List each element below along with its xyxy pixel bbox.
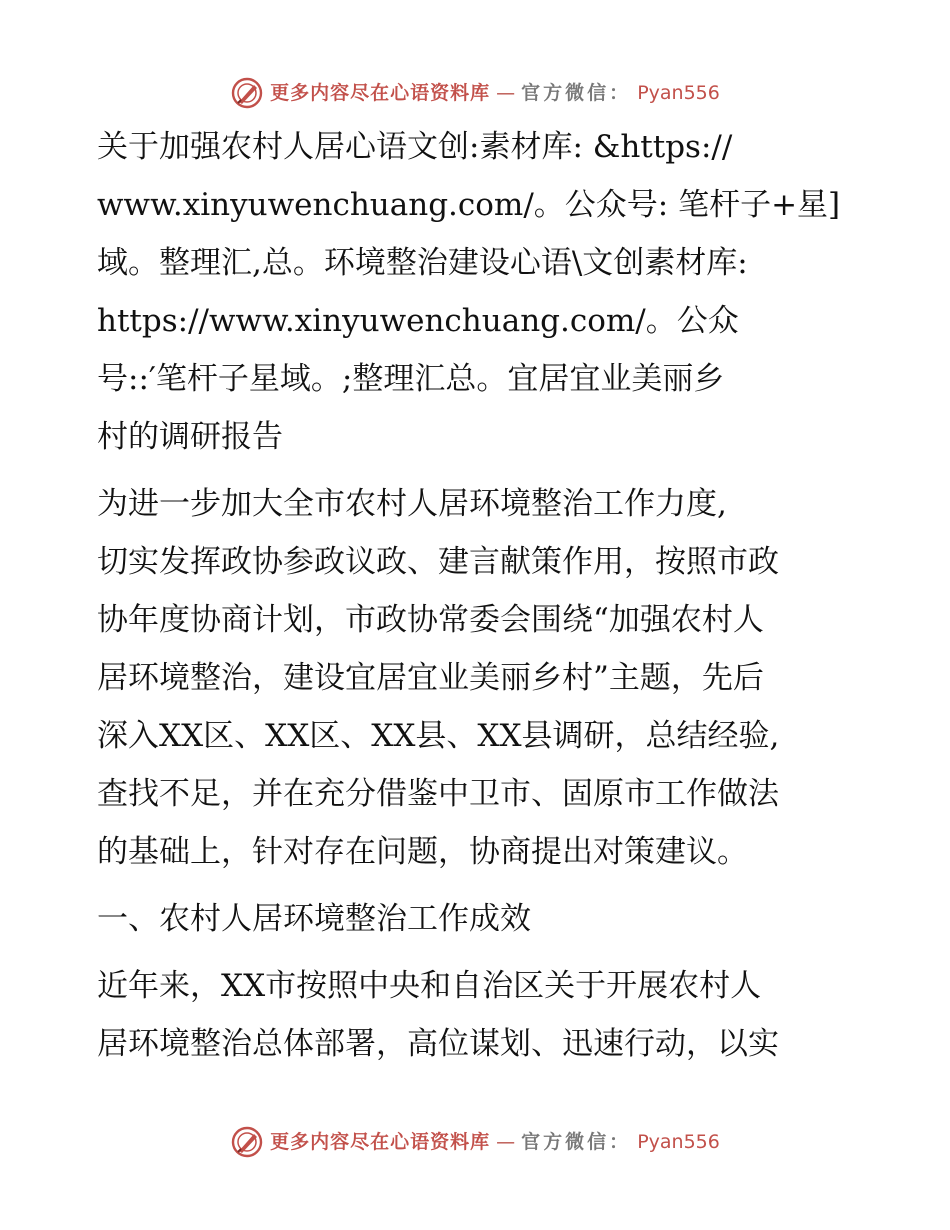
quill-pen-logo-icon (230, 76, 264, 110)
quill-pen-logo-icon (230, 1125, 264, 1159)
section-line: 近年来，XX市按照中央和自治区关于开展农村人 (97, 968, 762, 1004)
intro-line: 为进一步加大全市农村人居环境整治工作力度, (97, 486, 727, 522)
watermark-text: 更多内容尽在心语资料库 (270, 1130, 491, 1153)
section-heading: 一、农村人居环境整治工作成效 (97, 901, 531, 937)
title-line: https://www.xinyuwenchuang.com/。公众 (97, 303, 739, 339)
title-line: www.xinyuwenchuang.com/。公众号: 笔杆子+星] (97, 187, 841, 223)
intro-line: 居环境整治，建设宜居宜业美丽乡村”主题，先后 (97, 660, 764, 696)
watermark-wechat-id: Pyan556 (637, 1130, 720, 1153)
section-paragraph (97, 957, 857, 1073)
intro-line: 的基础上，针对存在问题，协商提出对策建议。 (97, 834, 748, 870)
intro-line: 深入XX区、XX区、XX县、XX县调研，总结经验, (97, 718, 780, 754)
watermark-wechat-id: Pyan556 (637, 81, 720, 104)
title-line: 域。整理汇,总。环境整治建设心语\文创素材库: (97, 245, 748, 281)
document-title (97, 118, 857, 466)
intro-paragraph (97, 475, 857, 881)
intro-line: 切实发挥政协参政议政、建言献策作用，按照市政 (97, 544, 779, 580)
section-line: 居环境整治总体部署，高位谋划、迅速行动，以实 (97, 1026, 779, 1062)
document-body (97, 118, 857, 1073)
title-line: 号::′笔杆子星域。;整理汇总。宜居宜业美丽乡 (97, 361, 725, 397)
watermark-dash: — (496, 1130, 516, 1153)
watermark-wechat-label: 官方微信： (521, 1130, 632, 1153)
title-line: 关于加强农村人居心语文创:素材库: &https:// (97, 129, 733, 165)
watermark-footer (0, 1125, 950, 1159)
watermark-dash: — (496, 81, 516, 104)
watermark-text: 更多内容尽在心语资料库 (270, 81, 491, 104)
watermark-wechat-label: 官方微信： (521, 81, 632, 104)
watermark-header (0, 76, 950, 110)
intro-line: 查找不足，并在充分借鉴中卫市、固原市工作做法 (97, 776, 779, 812)
intro-line: 协年度协商计划，市政协常委会围绕“加强农村人 (97, 602, 764, 638)
title-line: 村的调研报告 (97, 419, 283, 455)
